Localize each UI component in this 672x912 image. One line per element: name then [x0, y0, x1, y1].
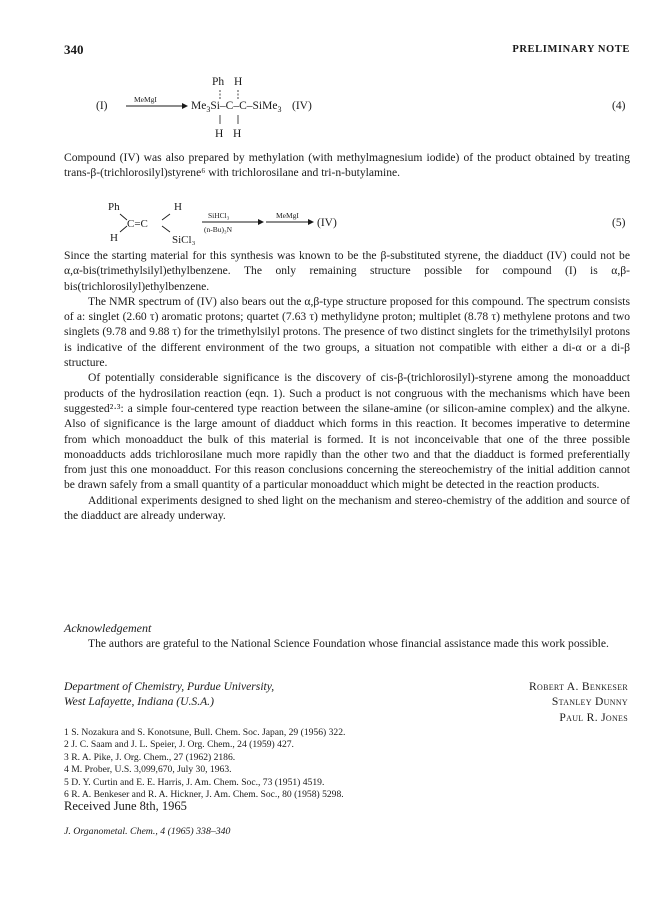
eq5-sicl3: SiCl₃ [172, 234, 196, 246]
eq4-bottom-h2: H [233, 128, 242, 140]
eq4-bottom-h1: H [215, 128, 224, 140]
svg-text:C=C: C=C [127, 218, 148, 230]
reference-item: 5 D. Y. Curtin and E. E. Harris, J. Am. Chem. Soc., 73 (1951) 4519. [64, 776, 325, 788]
reference-item: 2 J. C. Saam and J. L. Speier, J. Org. Chem., 24 (1959) 427. [64, 739, 294, 751]
eq5-reagent1-bottom: (n-Bu)₃N [204, 225, 233, 234]
author: Paul R. Jones [559, 710, 628, 724]
eq4-number: (4) [612, 100, 626, 112]
reference-item: 6 R. A. Benkeser and R. A. Hickner, J. Am. Chem. Soc., 80 (1958) 5298. [64, 789, 344, 801]
paragraph-1: Compound (IV) was also prepared by methylation (with methylmagnesium iodide) of the product obtained by treating trans-β-(trichlorosilyl)styrene⁶ with trichlorosilane and tri-n-butylamine. [64, 151, 630, 180]
eq5-reagent2: MeMgI [276, 211, 299, 220]
acknowledgement-text: The authors are grateful to the National Science Foundation whose financial assistance made this work possible. [88, 637, 609, 650]
eq5-number: (5) [612, 217, 626, 229]
eq5-product: (IV) [317, 217, 337, 229]
eq4-reagent: MeMgI [134, 95, 157, 104]
received-date: Received June 8th, 1965 [64, 799, 187, 813]
reference-item: 4 M. Prober, U.S. 3,099,670, July 30, 1963. [64, 764, 232, 776]
paragraph-5: Additional experiments designed to shed light on the mechanism and stereo-chemistry of the addition and source of the diadduct are already underway. [64, 493, 630, 523]
eq5-h-top: H [174, 201, 182, 213]
affiliation-line-2: West Lafayette, Indiana (U.S.A.) [64, 695, 214, 709]
author: Stanley Dunny [551, 695, 628, 709]
references [64, 727, 345, 801]
eq4-product: (IV) [292, 100, 312, 112]
eq4-lhs: (I) [96, 100, 108, 112]
main-body [64, 248, 630, 523]
paragraph-3: The NMR spectrum of (IV) also bears out the α,β-type structure proposed for this compound. The spectrum consists of a: singlet (2.60 τ) aromatic protons; quartet (7.63 τ) methylidyne proton; multiplet (8.78 τ) methylene protons and two singlets (9.78 and 9.88 τ) for the trimethylsilyl protons. The presence of two distinct singlets for the trimethylsilyl protons is indicative of the different environment of the two groups, a situation not compatible with either a di-α or a di-β structure. [64, 294, 630, 370]
eq4-formula: $Me_3Si-C-C-SiMe_3$ [191, 100, 282, 114]
equation-5 [96, 198, 636, 250]
affiliation-line-1: Department of Chemistry, Purdue University, [64, 680, 275, 693]
eq4-top-ph: Ph [212, 76, 225, 88]
acknowledgement-heading: Acknowledgement [64, 621, 152, 635]
reference-item: 3 R. A. Pike, J. Org. Chem., 27 (1962) 2186. [64, 751, 236, 763]
paragraph-4: Of potentially considerable significance is the discovery of cis-β-(trichlorosilyl)-styrene among the monoadduct products of the hydrosilation reaction (eqn. 1). Such a product is not congruous with the mechanisms which have been suggested²·³: a simple four-centered type reaction between the silane-amine (or silicon-amine complex) and the alkyne. Also of significance is the large amount of diadduct which forms in this reaction. It becomes imperative to determine from which monoadduct the bulk of this material is formed. It is not inconceivable that one of the three possible monoadducts adds trichlorosilane much more rapidly than the other two and that the diadduct is formed preferentially from just this one monoadduct. For this reason conclusions concerning the stereochemistry of the initial addition cannot be drawn safely from a small quantity of a particular monoadduct which might be detected in the reaction products. [64, 371, 630, 492]
reference-item: 1 S. Nozakura and S. Konotsune, Bull. Chem. Soc. Japan, 29 (1956) 322. [64, 727, 346, 738]
paragraph-2: Since the starting material for this synthesis was known to be the β-substituted styrene, the diadduct (IV) could not be α,α-bis(trimethylsilyl)ethylbenzene. The only remaining structure possible for compound (I) is α,β-bis(trichlorosilyl)ethylbenzene. [64, 249, 630, 293]
journal-reference: J. Organometal. Chem., 4 (1965) 338–340 [64, 826, 231, 837]
eq4-top-h: H [234, 76, 243, 88]
page-number: 340 [64, 42, 84, 57]
author: Robert A. Benkeser [528, 680, 628, 693]
affiliation [64, 679, 274, 710]
running-title: PRELIMINARY NOTE [512, 44, 630, 55]
equation-4 [96, 72, 636, 146]
eq5-reagent1-top: SiHCl₃ [208, 211, 230, 220]
eq5-h-bottom: H [110, 232, 118, 244]
eq5-ph: Ph [108, 201, 120, 213]
authors [529, 679, 628, 725]
